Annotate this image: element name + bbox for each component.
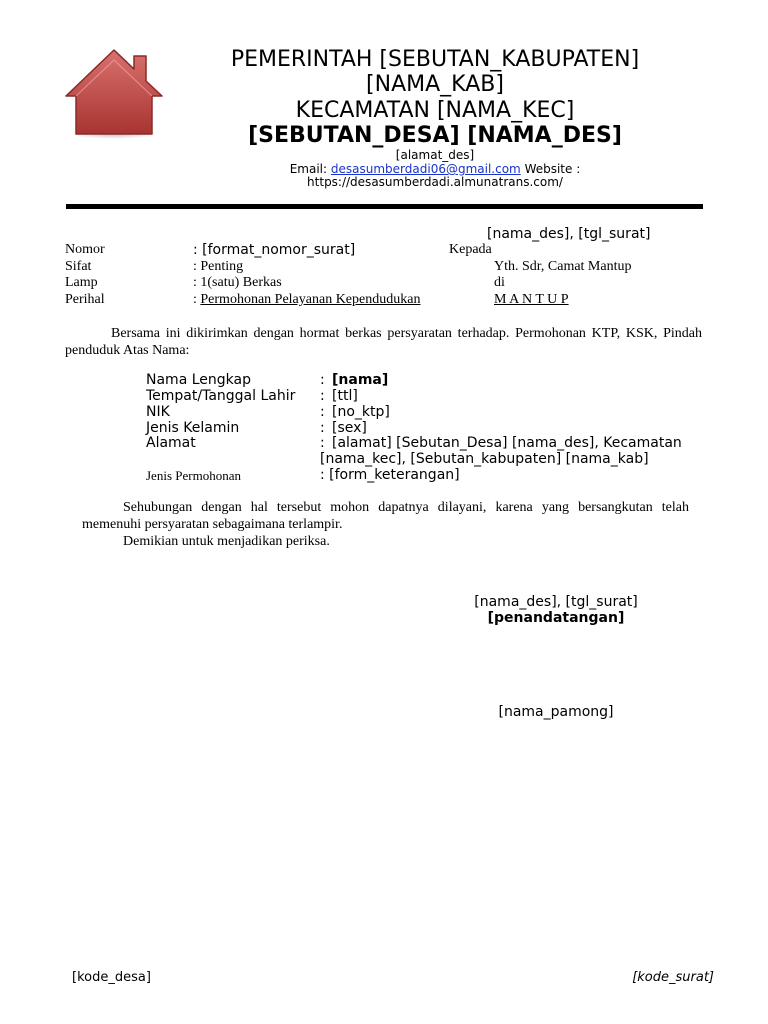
header-address: [alamat_des] xyxy=(395,148,475,162)
house-logo xyxy=(62,44,166,140)
alamat-value-line1: [alamat] [Sebutan_Desa] [nama_des], Kecamatan xyxy=(332,435,682,451)
perihal-label: Perihal xyxy=(65,292,105,307)
nama-value: [nama] xyxy=(332,372,389,388)
kepada-label: Kepada xyxy=(449,242,492,257)
letter-date: [nama_des], [tgl_surat] xyxy=(487,226,651,242)
lamp-label: Lamp xyxy=(65,275,98,290)
email-label: Email: xyxy=(289,162,328,176)
house-icon xyxy=(62,44,166,140)
alamat-colon: : xyxy=(320,435,325,451)
nik-label: NIK xyxy=(146,404,170,420)
nomor-value: : [format_nomor_surat] xyxy=(193,242,356,258)
footer-village-code: [kode_desa] xyxy=(72,970,151,985)
recipient-place: M A N T U P xyxy=(494,292,569,307)
nik-value: [no_ktp] xyxy=(332,404,390,420)
nama-label: Nama Lengkap xyxy=(146,372,251,388)
perihal-colon: : xyxy=(193,292,201,307)
website-url: https://desasumberdadi.almunatrans.com/ xyxy=(307,175,563,189)
perihal-row xyxy=(193,292,420,308)
nomor-label: Nomor xyxy=(65,242,105,257)
alamat-value-line2: [nama_kec], [Sebutan_kabupaten] [nama_kab] xyxy=(320,451,649,467)
footer-letter-code: [kode_surat] xyxy=(632,970,714,985)
perihal-value: Permohonan Pelayanan Kependudukan xyxy=(200,292,421,307)
closing-sentence: Demikian untuk menjadikan periksa. xyxy=(123,534,330,549)
recipient-title: Yth. Sdr, Camat Mantup xyxy=(494,259,632,274)
alamat-label: Alamat xyxy=(146,435,196,451)
ttl-label: Tempat/Tanggal Lahir xyxy=(146,388,296,404)
signer-title: [penandatangan] xyxy=(487,610,625,626)
header-government: PEMERINTAH [SEBUTAN_KABUPATEN] xyxy=(230,47,640,72)
ttl-value: [ttl] xyxy=(332,388,358,404)
header-divider xyxy=(66,204,703,209)
jk-value: [sex] xyxy=(332,420,367,436)
nama-colon: : xyxy=(320,372,325,388)
sifat-label: Sifat xyxy=(65,259,92,274)
closing-paragraph: Sehubungan dengan hal tersebut mohon dapatnya dilayani, karena yang bersangkutan telah memenuhi persyaratan sebagaimana terlampir. xyxy=(82,500,689,532)
jp-value: : [form_keterangan] xyxy=(320,467,460,483)
nik-colon: : xyxy=(320,404,325,420)
header-regency: [NAMA_KAB] xyxy=(366,72,504,97)
website-label: Website : xyxy=(524,162,581,176)
ttl-colon: : xyxy=(320,388,325,404)
email-link[interactable]: desasumberdadi06@gmail.com xyxy=(330,162,521,176)
signature-date: [nama_des], [tgl_surat] xyxy=(474,594,638,610)
jk-label: Jenis Kelamin xyxy=(146,420,240,436)
lamp-value: : 1(satu) Berkas xyxy=(193,275,282,290)
jp-label: Jenis Permohonan xyxy=(146,468,241,483)
header-district: KECAMATAN [NAMA_KEC] xyxy=(295,98,575,123)
recipient-di: di xyxy=(494,275,505,290)
sifat-value: : Penting xyxy=(193,259,244,274)
header-village: [SEBUTAN_DESA] [NAMA_DES] xyxy=(248,123,622,148)
jk-colon: : xyxy=(320,420,325,436)
signer-name: [nama_pamong] xyxy=(498,704,614,720)
intro-paragraph: Bersama ini dikirimkan dengan hormat berkas persyaratan terhadap. Permohonan KTP, KSK, Pindah penduduk Atas Nama: xyxy=(65,326,702,358)
